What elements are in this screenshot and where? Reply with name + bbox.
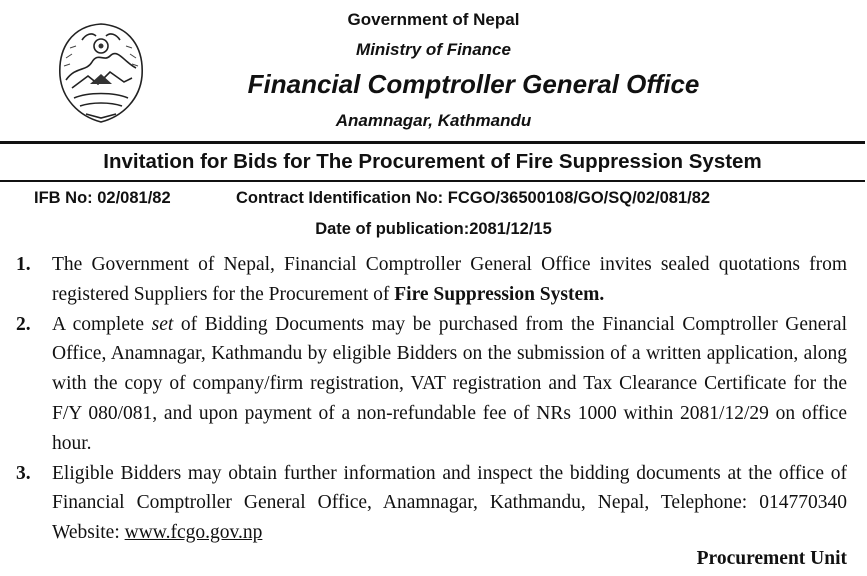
- list-item: [0, 459, 867, 548]
- item-text: The Government of Nepal, Financial Comptroller General Office invites sealed quotations from registered Suppliers for the Procurement of: [52, 254, 847, 305]
- website-link[interactable]: www.fcgo.gov.np: [124, 522, 263, 544]
- item-text-bold: Fire Suppression System.: [394, 283, 605, 305]
- item-number: 2.: [16, 313, 31, 335]
- government-name: Government of Nepal: [347, 10, 520, 29]
- signoff: Procurement Unit: [696, 548, 847, 569]
- ministry-name: Ministry of Finance: [356, 40, 511, 59]
- item-number: 1.: [16, 254, 31, 275]
- publication-date: Date of publication:2081/12/15: [315, 220, 552, 238]
- item-text: A complete: [52, 313, 152, 335]
- ifb-number: IFB No: 02/081/82: [34, 189, 171, 207]
- notice-title: Invitation for Bids for The Procurement of Fire Suppression System: [0, 141, 865, 182]
- item-text: Eligible Bidders may obtain further information and inspect the bidding documents at the office of Financial Comptroller General Office, Anamnagar, Kathmandu, Nepal, Telephone: 014770340 Website:: [52, 462, 847, 544]
- item-text: of Bidding Documents may be purchased from the Financial Comptroller General Office, Anamnagar, Kathmandu by eligible Bidders on the submission of a written application, along with the copy of company/firm registration, VAT registration and Tax Clearance Certificate for the F/Y 080/081, and upon payment of a non-refundable fee of NRs 1000 within 2081/12/29 on office hour.: [52, 313, 847, 454]
- notice-items: [0, 250, 867, 548]
- office-name: Financial Comptroller General Office: [247, 69, 700, 99]
- list-item: [0, 250, 867, 310]
- item-text-italic: set: [151, 313, 174, 335]
- contract-identification: Contract Identification No: FCGO/36500108/GO/SQ/02/081/82: [236, 189, 711, 207]
- list-item: [0, 310, 867, 459]
- office-address: Anamnagar, Kathmandu: [335, 111, 532, 130]
- item-number: 3.: [16, 462, 31, 484]
